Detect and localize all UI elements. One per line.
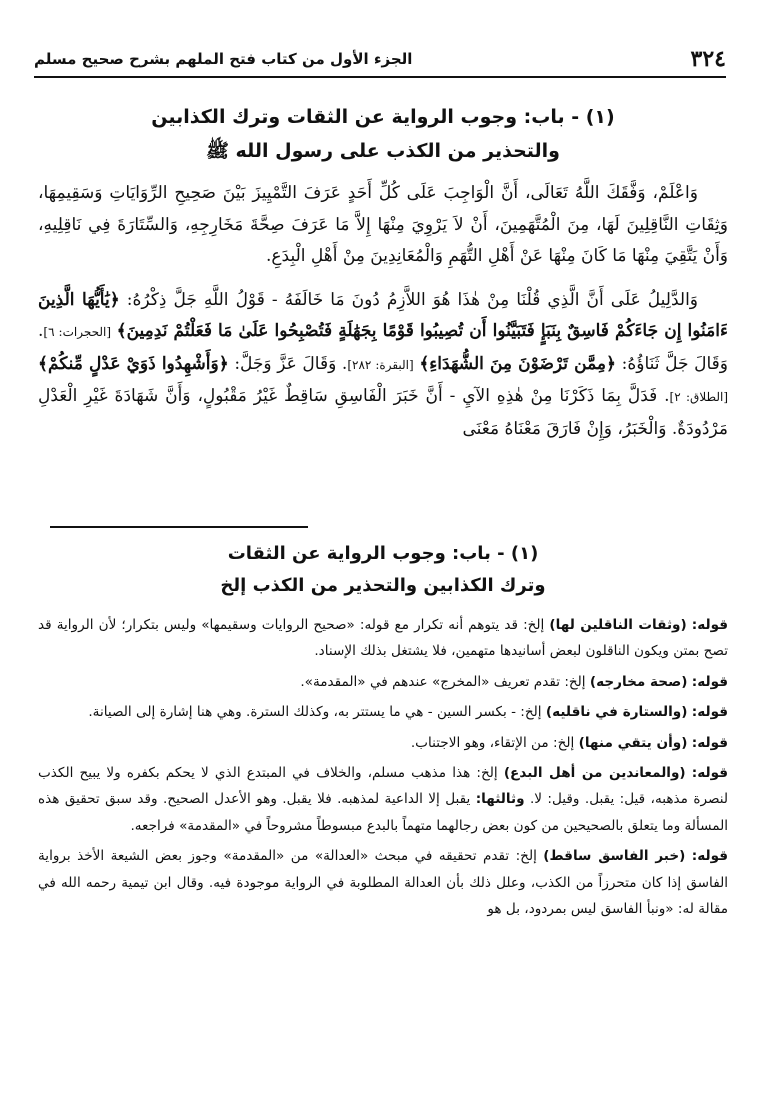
quoted-phrase: (وثقات الناقلين لها) [549,617,687,633]
commentary-note [38,730,728,756]
note-text: إلخ: هذا مذهب مسلم، والخلاف في المبتدع الذي لا يحكم بكفره ولا يبيح الكذب لنصرة مذهبه، قيل: يقبل. وقيل: لا. [38,765,728,808]
running-title: الجزء الأول من كتاب فتح الملهم بشرح صحيح مسلم [34,50,413,68]
note-label: قوله: [691,673,728,690]
note-label: قوله: [691,617,728,633]
commentary-note [38,699,728,725]
quoted-phrase: (وأن يتقي منها) [578,734,688,751]
quran-verse-2: ﴿مِمَّن تَرْضَوْنَ مِنَ الشُّهَدَاءِ﴾ [419,353,616,374]
evidence-connector-2: . وَقَالَ عَزَّ وَجَلَّ: [234,353,348,374]
note-label: قوله: [691,848,729,865]
quran-verse-1: ﴿يَٰأَيُّهَا الَّذِينَ ءَامَنُوا إِن جَاءَكُمْ فَاسِقٌ بِنَبَإٍ فَتَبَيَّنُوا أَن تُصِيبُوا قَوْمًا بِجَهَٰلَةٍ فَتُصْبِحُوا عَلَىٰ مَا فَعَلْتُمْ نَدِمِينَ﴾ [38,289,729,341]
evidence-connector-1: . وَقَالَ جَلَّ ثَنَاؤُهُ: [38,321,729,374]
evidence-intro: وَالدَّلِيلُ عَلَى أَنَّ الَّذِي قُلْنَا مِنْ هٰذَا هُوَ اللاَّزِمُ دُونَ مَا خَالَفَهُ - قَوْلُ اللَّهِ جَلَّ ذِكْرُهُ: [126,289,698,310]
page-header [34,42,726,78]
verse-reference-3: [الطلاق: ٢] [669,390,729,404]
section-divider [50,526,308,528]
quoted-phrase: (والمعاندين من أهل البدع) [503,765,686,782]
verse-reference-1: [الحجرات: ٦] [43,325,112,339]
verse-reference-2: [البقرة: ٢٨٢] [347,357,414,372]
note-text: إلخ: تقدم تحقيقه في مبحث «العدالة» من «المقدمة» وجوز بعض الشيعة الأخذ برواية الفاسق إذا كان متحرزاً من الكذب، وعلل ذلك بأن العدالة المطلوبة في الرواية موجودة فيه. وقال ابن تيمية رحمه الله في مقالة له: «ونبأ الفاسق ليس بمردود، بل هو [38,848,728,918]
main-text-paragraph-2 [38,285,728,446]
commentary-heading-line2: وترك الكذابين والتحذير من الكذب إلخ [220,575,546,596]
chapter-heading-line1: (١) - باب: وجوب الرواية عن الثقات وترك الكذابين [151,106,615,128]
commentary-note [38,612,728,665]
note-text: إلخ: من الإتقاء، وهو الاجتناب. [410,734,579,751]
quoted-phrase: (صحة مخارجه) [589,673,688,690]
main-text [38,178,728,457]
note-label: قوله: [691,704,728,721]
commentary-note [38,669,728,695]
quoted-phrase: (والستارة في ناقليه) [545,704,688,721]
main-text-paragraph-1: وَاعْلَمْ، وَفَّقَكَ اللَّهُ تَعَالَى، أَنَّ الْوَاجِبَ عَلَى كُلِّ أَحَدٍ عَرَفَ التَّمْيِيزَ بَيْنَ صَحِيحِ الرِّوَايَاتِ وَسَقِيمِهَا، وَثِقَاتِ النَّاقِلِينَ لَهَا، مِنَ الْمُتَّهَمِينَ، أَنْ لاَ يَرْوِيَ مِنْهَا إِلاَّ مَا عَرَفَ صِحَّةَ مَخَارِجِهِ، وَالسِّتَارَةَ فِي نَاقِلِيهِ، وَأَنْ يَتَّقِيَ مِنْهَا مَا كَانَ مِنْهَا عَنْ أَهْلِ التُّهَمِ وَالْمُعَانِدِينَ مِنْ أَهْلِ الْبِدَعِ. [38,183,728,266]
note-label: قوله: [691,734,728,751]
chapter-heading-line2: والتحذير من الكذب على رسول الله ﷺ [205,140,560,162]
commentary-heading-line1: (١) - باب: وجوب الرواية عن الثقات [227,543,539,564]
page-number: ٣٢٤ [690,46,726,72]
quoted-phrase: (خبر الفاسق ساقط) [543,848,686,865]
note-label: قوله: [691,765,728,782]
commentary-note [38,760,728,839]
note-text: إلخ: - بكسر السين - هي ما يستتر به، وكذلك السترة. وهي هنا إشارة إلى الصيانة. [88,704,546,721]
note-text-continued: يقبل إلا الداعية لمذهبه. فلا يقبل. وهو الأعدل الصحيح. وقد سبق تحقيق هذه المسألة وما يتعلق بالصحيحين من كون بعض رجالهما متهماً بالبدع مبسوطاً مشروحاً في «المقدمة» فراجعه. [38,791,728,834]
commentary-note [38,843,728,922]
evidence-conclusion: . فَدَلَّ بِمَا ذَكَرْنَا مِنْ هٰذِهِ الآيِ - أَنَّ خَبَرَ الْفَاسِقِ سَاقِطٌ غَيْرُ مَقْبُولٍ، وَأَنَّ شَهَادَةَ غَيْرِ الْعَدْلِ مَرْدُودَةٌ. وَالْخَبَرُ، وَإِنْ فَارَقَ مَعْنَاهُ مَعْنَى [38,386,728,439]
note-text: إلخ: تقدم تعريف «المخرج» عندهم في «المقدمة». [300,673,590,690]
note-text: إلخ: قد يتوهم أنه تكرار مع قوله: «صحيح الروايات وسقيمها» وليس بتكرار؛ لأن الرواية قد تصح بمتن ويكون الناقلون لبعض أسانيدها متهمين، فلا يشتغل بذلك الإسناد. [38,617,728,660]
note-emphasis: وثالثها: [475,791,525,808]
chapter-heading [40,100,726,168]
commentary-heading [40,538,726,602]
commentary-text [38,612,728,926]
quran-verse-3: ﴿وَأَشْهِدُوا ذَوَيْ عَدْلٍ مِّنكُمْ﴾ [38,353,229,374]
